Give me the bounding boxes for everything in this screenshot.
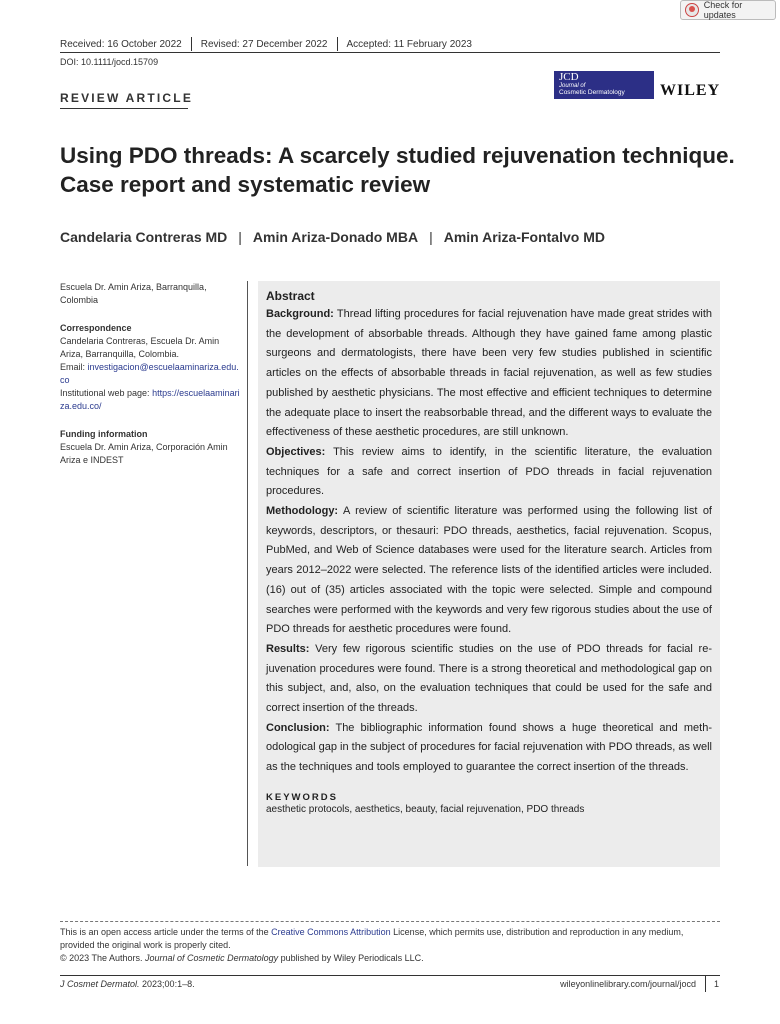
article-type: REVIEW ARTICLE [60,91,194,105]
conclusion-label: Conclusion: [266,721,330,734]
results-label: Results: [266,642,310,655]
journal-logo-sub: Journal of [559,83,586,89]
author[interactable]: Candelaria Contreras MD [60,229,228,245]
date-divider [191,37,192,51]
page-number: 1 [714,979,720,989]
funding-heading: Funding information [60,429,148,439]
title-line-1: Using PDO threads: A scarcely studied rejuvenation technique. [60,143,735,168]
crossmark-icon [685,3,699,17]
license-link[interactable]: Creative Commons Attribution [271,927,391,937]
web-link[interactable]: https://escuelaaminariza.edu.co/ [60,388,240,411]
citation-journal: J Cosmet Dermatol. [60,979,140,989]
date-divider [337,37,338,51]
author[interactable]: Amin Ariza-Donado MBA [252,229,419,245]
copyright-journal: Journal of Cosmetic Dermatology [145,953,279,963]
email-label: Email: [60,362,88,372]
web-line [60,387,240,413]
abstract-methodology [266,502,712,640]
copyright-pre: © 2023 The Authors. [60,953,146,963]
web-label: Institutional web page: [60,388,153,398]
publisher-logo[interactable]: WILEY [660,82,721,99]
abstract-conclusion [266,719,712,778]
abstract-box [258,281,720,867]
abstract-objectives [266,443,712,502]
title-line-2: Case report and systematic review [60,172,431,197]
affiliation: Escuela Dr. Amin Ariza, Barranquilla, Colombia [60,282,207,305]
copyright-line [60,952,720,965]
journal-url[interactable]: wileyonlinelibrary.com/journal/jocd [560,979,696,989]
journal-logo[interactable] [554,71,654,99]
author-separator: | [429,229,433,245]
license-line [60,926,720,952]
methodology-text: A review of scientific literature was performed using the following list of keywords, descriptors, or thesauri: PDO threads, aesthetics, facial rejuvenation. Scopus, PubMed, and Web of Science databases were used for the literature search. Articles from years 2012–2022 were selected. The reference lists of the identified articles were included. (16) out of (35) articles associated with the topic were selected. Simple and compound searches were performed with the keywords and very few rigorous studies about the use of PDO threads for aesthetic procedures were found. [266,505,712,636]
email-link[interactable]: investigacion@escuelaaminariza.edu.co [60,362,239,385]
objectives-label: Objectives: [266,445,326,458]
check-for-updates-button[interactable] [680,0,776,20]
keywords-list: aesthetic protocols, aesthetics, beauty, facial rejuvenation, PDO threads [266,803,585,815]
received-date: Received: 16 October 2022 [60,38,182,50]
correspondence-heading: Correspondence [60,323,132,333]
abstract-heading: Abstract [266,289,315,303]
header-rule [60,52,720,53]
article-type-underline [60,108,188,109]
article-dates [60,37,472,51]
footer-rule [60,975,720,976]
objectives-text: This review aims to identify, in the scientific literature, the evaluation techniques for a safe and correct insertion of PDO threads in facial rejuvenation procedures. [266,445,713,498]
revised-date: Revised: 27 December 2022 [200,38,328,50]
accepted-date: Accepted: 11 February 2023 [346,38,472,50]
funding-text: Escuela Dr. Amin Ariza, Corporación Amin Ariza e INDEST [60,442,228,465]
footer-dashed-rule [60,921,720,922]
sidebar [60,281,240,467]
doi[interactable]: DOI: 10.1111/jocd.15709 [60,57,159,67]
background-label: Background: [266,308,334,320]
citation-details: 2023;00:1–8. [139,979,195,989]
keywords-heading: KEYWORDS [266,791,338,803]
check-for-updates-label: Check for updates [703,0,743,20]
citation [60,979,195,989]
author-list [60,229,605,245]
sidebar-divider [247,281,248,866]
author-separator: | [238,229,242,245]
page-number-divider [705,976,706,992]
email-line [60,361,240,387]
journal-logo-name: Cosmetic Dermatology [559,89,625,96]
abstract-results [266,640,712,719]
license-note [60,926,720,965]
conclusion-text: The bibliographic information found shows a huge theoretical and meth-odological gap in the subject of procedures for facial rejuvenation with PDO threads, as well as the techniques and tools employed to guarantee the correct insertion of the threads. [266,721,713,774]
background-text: Thread lifting procedures for facial rejuvenation have made great strides with the development of absorbable threads. Although they have gained fame among plastic surgeons and dermatologists, there have been very few studies published in scientific articles on the effects of absorbable threads in facial rejuvenation, as well as few studies published by aesthetic physicians. The most effective and efficient techniques to determine the adequate place to insert the reabsorbable thread, and the different ways to evaluate the effectiveness of these aesthetic procedures, are still unknown. [266,308,712,439]
author[interactable]: Amin Ariza-Fontalvo MD [443,229,605,245]
methodology-label: Methodology: [266,505,339,518]
license-text-pre: This is an open access article under the terms of the [60,927,272,937]
license-text-post: License, which permits use, distribution and reproduction in any medium, provided the original work is properly cited. [60,927,684,950]
article-title [60,141,740,199]
correspondence-text: Candelaria Contreras, Escuela Dr. Amin Ariza, Barranquilla, Colombia. [60,336,220,359]
copyright-post: published by Wiley Periodicals LLC. [278,953,424,963]
journal-logo-abbr: JCD [559,71,579,83]
results-text: Very few rigorous scientific studies on the use of PDO threads for facial re-juvenation procedures were found. There is a strong theoretical and methodological gap on this subject, and, also, on the evaluation techniques that could be used for the safe and correct insertion of the threads. [266,642,712,715]
abstract-background [266,305,712,443]
